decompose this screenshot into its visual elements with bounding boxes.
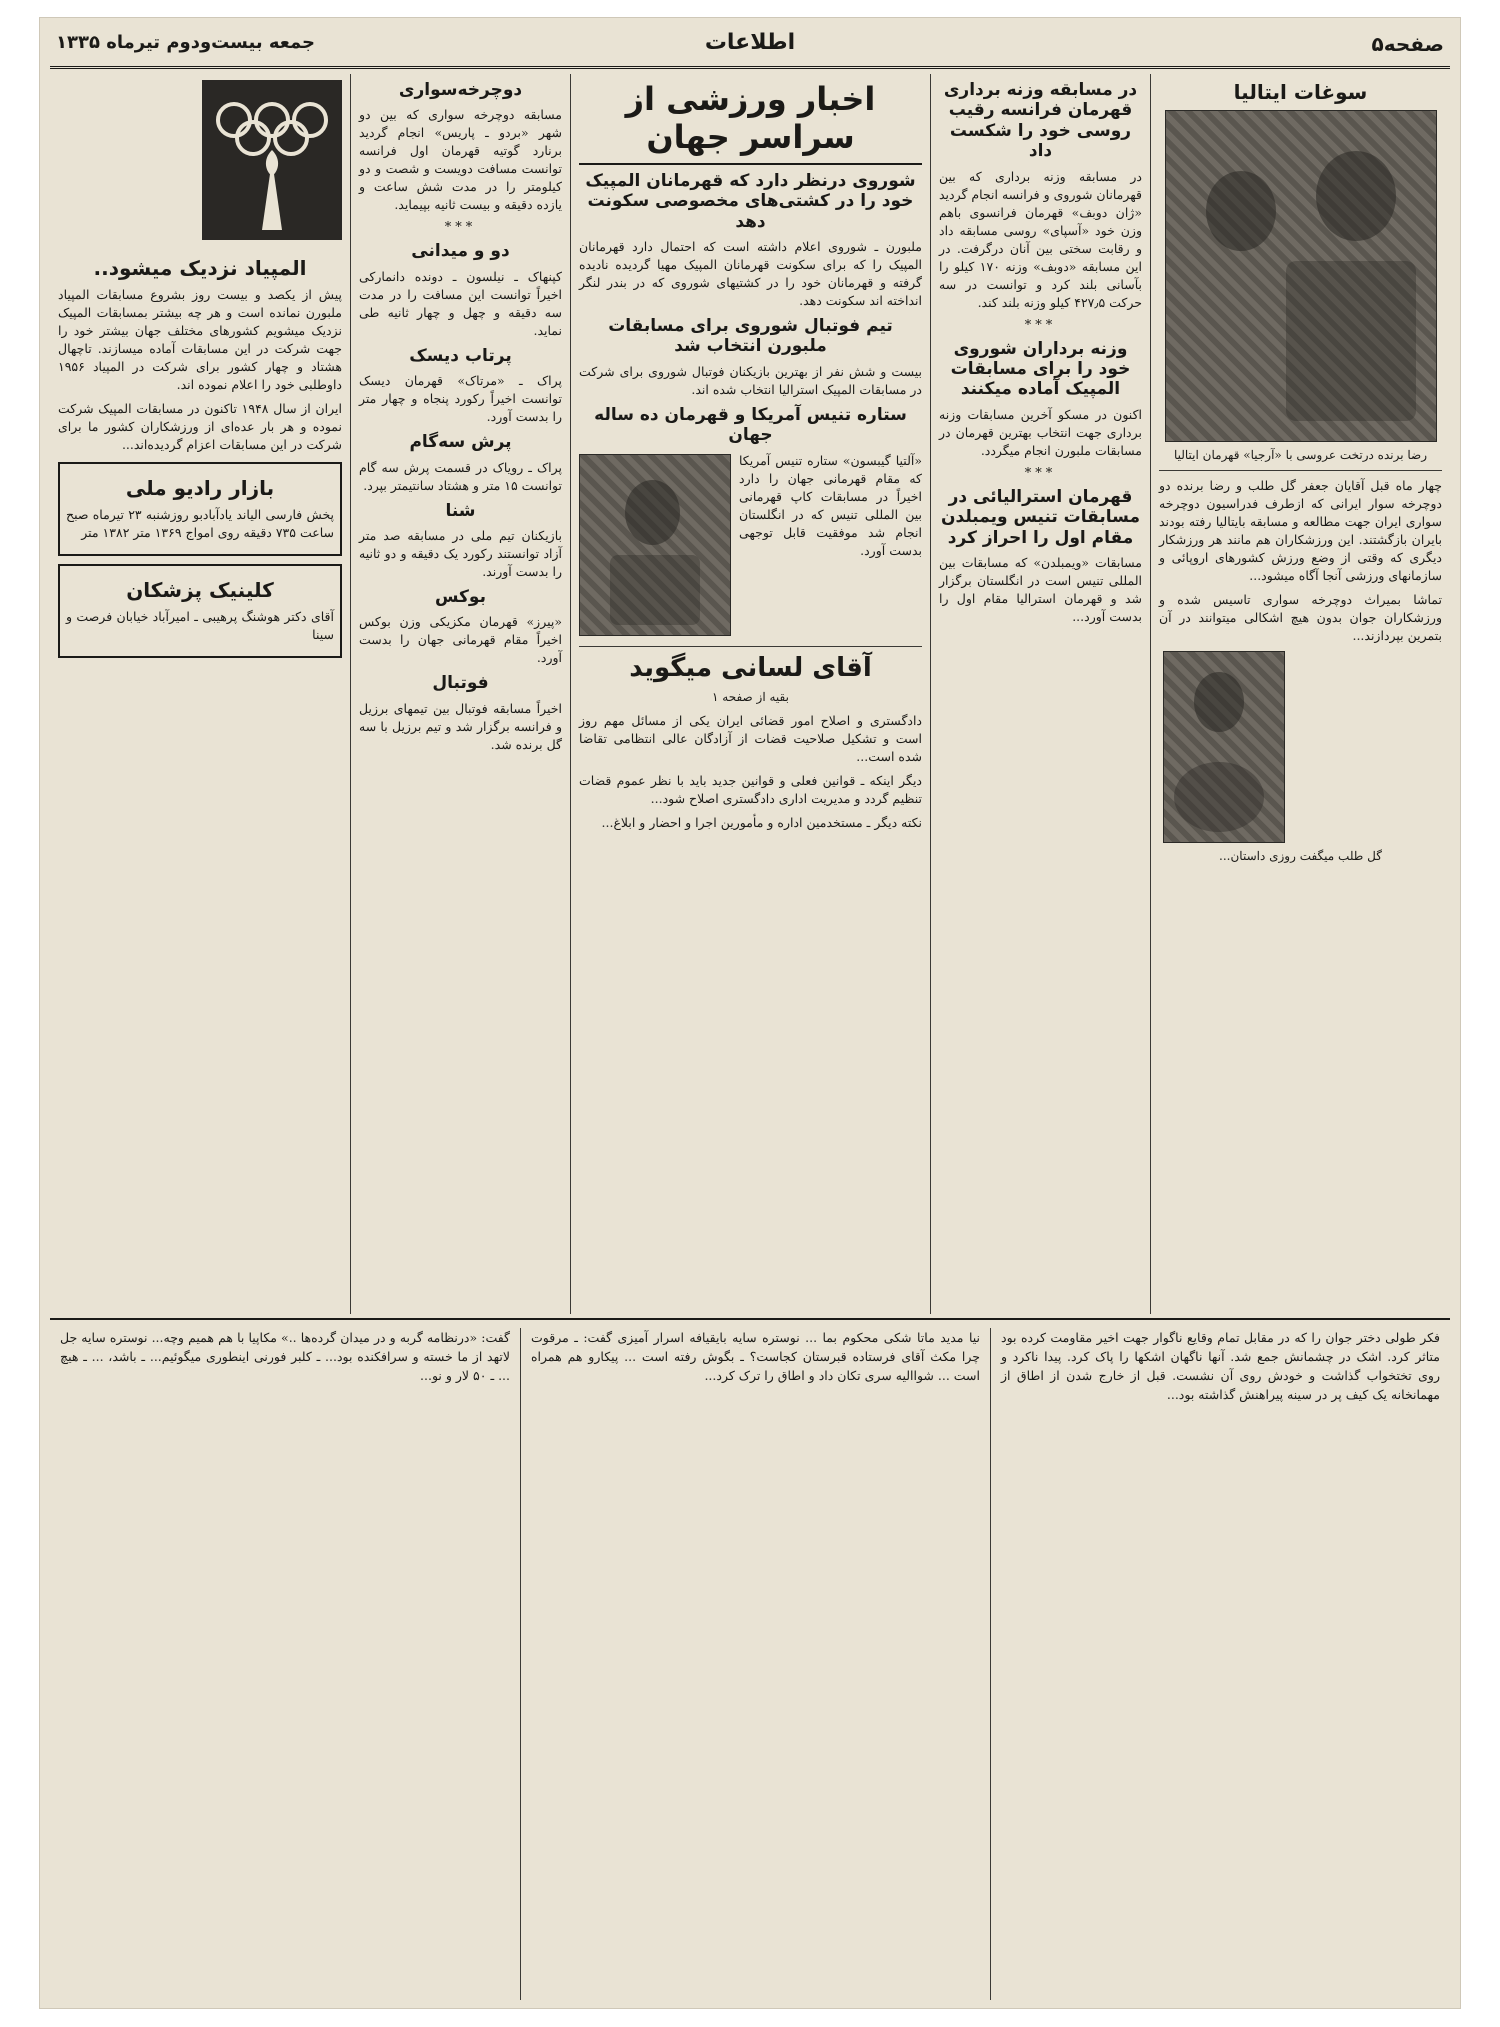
tennis-body: مسابقات «ویمبلدن» که مسابقات بین المللی تنیس است در انگلستان برگزار شد و قهرمان استرالیا مقام اول را بدست آورد... bbox=[939, 554, 1142, 624]
column-main-sports bbox=[570, 74, 930, 1314]
radio-ad-body: پخش فارسی الیاند یادآبادبو روزشنبه ۲۳ تیرماه صبح ساعت ۷۳۵ دقیقه روی امواج ۱۳۶۹ متر ۱۳۸۲ متر bbox=[66, 507, 334, 540]
column-italy bbox=[1150, 74, 1450, 1314]
paper-name: اطلاعات bbox=[704, 30, 796, 55]
olympic-title: المپیاد نزدیک میشود.. bbox=[93, 256, 307, 280]
football-body: اخیراً مسابقه فوتبال بین تیمهای برزیل و فرانسه برگزار شد و تیم برزیل با سه گل برنده شد. bbox=[359, 700, 562, 752]
clinic-body: آقای دکتر هوشنگ پرهیبی ـ امیرآباد خیابان فرصت و سینا bbox=[66, 609, 334, 642]
cycling-body: مسابقه دوچرخه سواری که بین دو شهر «بردو ـ پاریس» انجام گردید برنارد گوتیه قهرمان اول فرانسه توانست مسافت دویست و شصت و دو کیلومتر را در مدت شش ساعت و یازده دقیقه و بیست ثانیه بپیماید. bbox=[359, 107, 562, 213]
olympic-body-1: پیش از یکصد و بیست روز بشروع مسابقات المپیاد ملبورن نمانده است و هر چه بیشتر بمسابقات المپیک نزدیک میشویم کشورهای مختلف جهان بیشتر خود را جهت شرکت در این مسابقات آماده میسازند. تاچهال هشتاد و چهار کشور برای شرکت در المپیاد ۱۹۵۶ داوطلبی خود را اعلام نموده اند. bbox=[58, 287, 342, 392]
lift-title: در مسابقه وزنه برداری قهرمان فرانسه رقیب روسی خود را شکست داد bbox=[943, 80, 1138, 162]
soviet-football-title: تیم فوتبال شوروی برای مسابقات ملبورن انتخاب شد bbox=[608, 315, 893, 357]
lift-body-1: در مسابقه وزنه برداری که بین قهرمانان شوروی و فرانسه انجام گردید «ژان دوبف» قهرمان فرانسوی باهم وزن خود «آسپای» روسی مسابقه داد و رقابت سختی بین آنان درگرفت. در این مسابقه «دوبف» وزنه ۱۷۰ کیلو را بآسانی بلند کرد و توانست در سه حرکت ۴۲۷٫۵ کیلو وزنه بلند کند. bbox=[939, 168, 1142, 310]
story-text-2: نیا مدید ماتا شکی محکوم بما ... نوستره سایه بایقیافه اسرار آمیزی گفت: ـ مرقوت چرا مکث آقای فرستاده قبرستان کجاست؟ ـ بگوش رفته است ... پیکارو هم همراه است ... شواالیه سری تکان داد و اطاق را ترک کرد... bbox=[531, 1330, 980, 1383]
lesani-body-3: نکته دیگر ـ مستخدمین اداره و مأمورین اجرا و احضار و ابلاغ... bbox=[601, 814, 922, 830]
lesani-body-2: دیگر اینکه ـ قوانین فعلی و قوانین جدید باید با نظر عموم قضات تنظیم گردد و مدیریت اداری دادگستری اصلاح شود... bbox=[579, 772, 922, 806]
italy-title: سوغات ایتالیا bbox=[1233, 80, 1368, 104]
triple-jump-body: پراک ـ رویاک در قسمت پرش سه گام توانست ۱۵ متر و هشتاد سانتیمتر بپرد. bbox=[359, 459, 562, 493]
tennis-title: قهرمان استرالیائی در مسابقات تنیس ویمبلدن مقام اول را احراز کرد bbox=[941, 486, 1140, 548]
athletics-body: کپنهاک ـ نیلسون ـ دونده دانمارکی اخیراً توانست این مسافت را در مدت سه دقیقه و چهل و چهار ثانیه طی نماید. bbox=[359, 268, 562, 338]
story-text-1: فکر طولی دختر جوان را که در مقابل تمام وقایع ناگوار جهت اخیر مقاومت کرده بود متاثر کرد. اشک در چشمانش جمع شد. آنها ناگهان اشکها را پاک کرد. پیدا ناکرد و روی تختخواب گذاشت و خودش روی آن نشست. قبل از خارج شدن از اطاق از مهمانخانه یک کیف پر در سینه پیراهنش گذاشته بود... bbox=[1001, 1330, 1440, 1402]
athletics-title: دو و میدانی bbox=[411, 241, 510, 262]
clinic-ad-box bbox=[58, 564, 342, 658]
soviet-ships-body: ملبورن ـ شوروی اعلام داشته است که احتمال دارد قهرمانان المپیک را که برای سکونت قهرمانان المپیک مهیا گردیده نادیده گرفته و قهرمانان خود را در کشتیهای شوروی که در بندر لنگر انداخته اند سکونت دهد. bbox=[579, 238, 922, 308]
newspaper-page bbox=[40, 18, 1460, 2008]
discus-body: پراک ـ «مرتاک» قهرمان دیسک توانست اخیراً رکورد پنجاه و چهار متر را بدست آورد. bbox=[359, 373, 562, 425]
lift-title-2: وزنه برداران شوروی خود را برای مسابقات المپیک آماده میکنند bbox=[950, 338, 1131, 400]
triple-jump-title: پرش سه‌گام bbox=[409, 432, 512, 453]
story-column-2 bbox=[520, 1328, 990, 2000]
column-olympic bbox=[50, 74, 350, 1314]
swimming-body: بازیکنان تیم ملی در مسابقه صد متر آزاد توانستند رکورد یک دقیقه و دو ثانیه را بدست آورند. bbox=[359, 527, 562, 579]
page-number: صفحه۵ bbox=[1371, 32, 1444, 56]
boxing-title: بوکس bbox=[435, 586, 486, 607]
wedding-photo bbox=[1165, 110, 1437, 442]
discus-title: پرتاب دیسک bbox=[409, 345, 512, 366]
cyclist-photo-caption: گل طلب میگفت روزی داستان... bbox=[1219, 849, 1382, 863]
lesani-body-1: دادگستری و اصلاح امور قضائی ایران یکی از مسائل مهم روز است و تشکیل صلاحیت قضات از آزادگان عالی انتظامی تقاضا شده است... bbox=[579, 712, 922, 764]
lesani-continued: بقیه از صفحه ۱ bbox=[712, 689, 789, 704]
story-column-1 bbox=[990, 1328, 1450, 2000]
italy-body-1: چهار ماه قبل آقایان جعفر گل طلب و رضا برنده دو دوچرخه سوار ایرانی که ازطرف فدراسیون دوچرخه سواری ایران جهت مطالعه و مسابقه بایتالیا رفته بودند بایران بازگشتند. این ورزشکاران هم مانند هر ورزشکار دیگری که وقتی از وضع ورزش کشورهای اروپائی و سازمانهای ورزشی آنجا آگاه میشود... bbox=[1159, 478, 1442, 583]
column-athletics: دوچرخه‌سواری مسابقه دوچرخه سواری که بین دو شهر «بردو ـ پاریس» انجام گردید برنارد گوتیه قهرمان اول فرانسه توانست مسافت دویست و شصت و دو کیلومتر را در مدت شش ساعت و یازده دقیقه و بیست ثانیه بپیماید. *** دو و میدانی کپنهاک ـ نیلسون ـ دونده دانمارکی اخیراً توانست این مسافت را در مدت سه دقیقه و چهل و چهار ثانیه طی نماید. پرتاب دیسک پراک ـ «مرتاک» قهرمان دیسک توانست اخیراً رکورد پنجاه و چهار متر را بدست آورد. پرش سه‌گام پراک ـ رویاک در قسمت پرش سه گام توانست ۱۵ متر و هشتاد سانتیمتر بپرد. شنا بازیکنان تیم ملی در مسابقه صد متر آزاد توانستند رکورد یک دقیقه و دو ثانیه را بدست آورند. بوکس «پیرز» قهرمان مکزیکی وزن بوکس اخیراً مقام قهرمانی جهان را بدست آورد. فوتبال اخیراً مسابقه فوتبال بین تیمهای برزیل و فرانسه برگزار شد و تیم برزیل با سه گل برنده شد. bbox=[350, 74, 570, 1314]
soviet-ships-title: شوروی درنظر دارد که قهرمانان المپیک خود را در کشتی‌های مخصوصی سکونت دهد bbox=[585, 170, 916, 232]
serial-story bbox=[50, 1318, 1450, 2000]
olympic-rings-icon bbox=[202, 80, 342, 240]
italy-body-2: تماشا بمیراث دوچرخه سواری تاسیس شده و ورزشکاران جوان بدون هیچ اشکالی میتوانند در آن بتمرین بپردازند... bbox=[1159, 592, 1442, 643]
issue-date: جمعه بیست‌ودوم تیرماه ۱۳۳۵ bbox=[56, 32, 315, 53]
clinic-title: کلینیک پزشکان bbox=[126, 578, 274, 602]
soviet-football-body: بیست و شش نفر از بهترین بازیکنان فوتبال شوروی برای شرکت در مسابقات المپیک استرالیا انتخاب شده اند. bbox=[579, 363, 922, 397]
tennis-star-body: «آلتیا گیبسون» ستاره تنیس آمریکا که مقام قهرمانی جهان را دارد اخیراً در مسابقات کاپ قهرمانی بین المللی تنیس که در انگلستان انجام شد موفقیت قابل توجهی بدست آورد. bbox=[739, 452, 922, 558]
column-weightlifting: در مسابقه وزنه برداری قهرمان فرانسه رقیب روسی خود را شکست داد در مسابقه وزنه برداری که بین قهرمانان شوروی و فرانسه انجام گردید «ژان دوبف» قهرمان فرانسوی باهم وزن خود «آسپای» روسی مسابقه داد و رقابت سختی بین آنان درگرفت. در این مسابقه «دوبف» وزنه ۱۷۰ کیلو را بآسانی بلند کرد و توانست در سه حرکت ۴۲۷٫۵ کیلو وزنه بلند کند. *** وزنه برداران شوروی خود را برای مسابقات المپیک آماده میکنند اکنون در مسکو آخرین مسابقات وزنه برداری جهت انتخاب بهترین قهرمان در مسابقات ملبورن انجام میگردد. *** قهرمان استرالیائی در مسابقات تنیس ویمبلدن مقام اول را احراز کرد مسابقات «ویمبلدن» که مسابقات بین المللی تنیس است در انگلستان برگزار شد و قهرمان استرالیا مقام اول را بدست آورد... bbox=[930, 74, 1150, 1314]
lift-body-2: اکنون در مسکو آخرین مسابقات وزنه برداری جهت انتخاب بهترین قهرمان در مسابقات ملبورن انجام میگردد. bbox=[939, 406, 1142, 458]
radio-ad-title: بازار رادیو ملی bbox=[125, 476, 275, 500]
cyclist-photo bbox=[1163, 651, 1285, 843]
cycling-title: دوچرخه‌سواری bbox=[398, 80, 523, 100]
tennis-player-photo bbox=[579, 454, 731, 636]
tennis-star-title: ستاره تنیس آمریکا و قهرمان ده ساله جهان bbox=[594, 404, 907, 446]
masthead bbox=[50, 24, 1450, 69]
sports-banner: اخبار ورزشی از سراسر جهان bbox=[579, 80, 922, 165]
swimming-title: شنا bbox=[445, 500, 476, 521]
football-title: فوتبال bbox=[432, 673, 489, 694]
story-column-3 bbox=[50, 1328, 520, 2000]
lesani-title: آقای لسانی میگوید bbox=[629, 652, 872, 683]
olympic-body-2: ایران از سال ۱۹۴۸ تاکنون در مسابقات المپیک شرکت نموده و هر بار عده‌ای از ورزشکاران کشور ما برای شرکت در این مسابقات اعزام گردیده‌اند... bbox=[58, 401, 342, 452]
boxing-body: «پیرز» قهرمان مکزیکی وزن بوکس اخیراً مقام قهرمانی جهان را بدست آورد. bbox=[359, 614, 562, 666]
radio-ad-box bbox=[58, 462, 342, 556]
story-text-3: گفت: «درنظامه گربه و در میدان گرده‌ها ..» مکاپیا با هم همیم وچه... نوستره سایه جل لاتهد از ما خسته و سرافکنده بود... ـ کلبر فورنی اینطوری میگوئیم... ـ باشد، ... ـ هیچ ... ـ ۵۰ لار و نو... bbox=[60, 1330, 510, 1383]
wedding-photo-caption: رضا برنده درتخت عروسی با «آرجیا» قهرمان ایتالیا bbox=[1173, 448, 1428, 462]
